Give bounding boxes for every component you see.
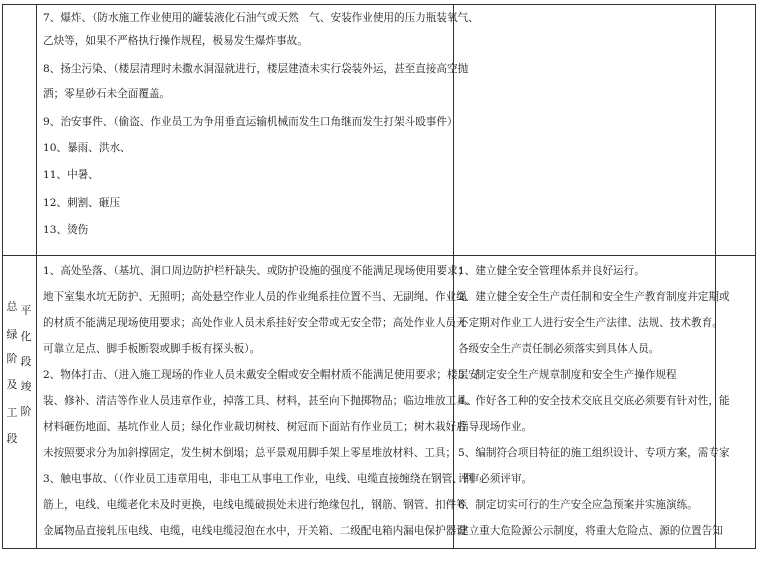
measure-line: 5、编制符合项目特征的施工组织设计、专项方案，需专家 [458, 447, 730, 459]
table-right-border [755, 4, 756, 549]
top-hazard-line: 洒；零星砂石未全面覆盖。 [43, 88, 171, 100]
stage-char: 及 [6, 378, 18, 391]
col-divider-stage [36, 4, 37, 549]
hazard-line: 金属物品直接轧压电线、电缆，电线电缆浸泡在水中，开关箱、二级配电箱内漏电保护器设 [43, 525, 467, 537]
stage-char: 段 [6, 432, 18, 445]
hazard-line: 筋上，电线、电缆老化未及时更换，电线电缆破损处未进行绝缘包扎，钢筋、钢管、扣件等 [43, 499, 467, 511]
stage-char: 竣 [20, 380, 32, 393]
measure-line: 1、建立健全安全管理体系并良好运行。 [458, 265, 645, 277]
stage-char: 阶 [20, 405, 32, 418]
stage-char: 化 [20, 330, 32, 343]
top-hazard-line: 11、中暑、 [43, 169, 99, 181]
hazard-line: 地下室集水坑无防护、无照明；高处悬空作业人员的作业绳系挂位置不当、无副绳、作业绳 [43, 291, 467, 303]
hazard-line: 装、修补、清洁等作业人员违章作业，掉落工具、材料，甚至向下抛掷物品；临边堆放工具、 [43, 395, 478, 407]
top-hazard-line: 13、烫伤 [43, 224, 89, 236]
hazard-line: 未按照要求分为加斜撑固定，发生树木倒塌；总平景观用脚手架上零星堆放材料、工具； [43, 447, 457, 459]
stage-char: 平 [20, 304, 32, 317]
measure-line: 不定期对作业工人进行安全生产法律、法规、技术教育。 [458, 317, 723, 329]
stage-char: 段 [20, 355, 32, 368]
top-hazard-line: 7、爆炸、（防水施工作业使用的罐装液化石油气或天然 气、安装作业使用的压力瓶装氧气、 [43, 12, 479, 24]
measure-line: 建立重大危险源公示制度，将重大危险点、源的位置告知 [458, 525, 723, 537]
hazard-line: 3、触电事故、（（作业员工违章用电，非电工从事电工作业，电线、电缆直接缠绕在钢管、钢 [43, 473, 474, 485]
measure-line: 3、制定安全生产规章制度和安全生产操作规程 [458, 369, 677, 381]
hazard-line: 1、高处坠落、（基坑、洞口周边防护栏杆缺失、或防护设施的强度不能满足现场使用要求； [43, 265, 469, 277]
hazard-line: 2、物体打击、（进入施工现场的作业人员未戴安全帽或安全帽材质不能满足使用要求；楼层安 [43, 369, 479, 381]
measure-line: 评审必须评审。 [458, 473, 533, 485]
row-divider [2, 255, 755, 256]
hazard-line: 材料砸伤地面、基坑作业人员；绿化作业裁切树枝、树冠而下面站有作业员工；树木栽好后 [43, 421, 467, 433]
hazard-line: 可靠立足点、脚手板断裂或脚手板有探头板）。 [43, 343, 261, 355]
measure-line: 各级安全生产责任制必须落实到具体人员。 [458, 343, 660, 355]
measure-line: 4、作好各工种的安全技术交底且交底必须要有针对性，能 [458, 395, 730, 407]
hazard-line: 的材质不能满足现场使用要求；高处作业人员未系挂好安全带或无安全带；高处作业人员无 [43, 317, 467, 329]
table-left-border [2, 4, 3, 549]
stage-char: 绿 [6, 328, 18, 341]
stage-char: 工 [6, 406, 18, 419]
table-bottom-border [2, 548, 755, 549]
stage-char: 阶 [6, 352, 18, 365]
measure-line: 指导现场作业。 [458, 421, 533, 433]
top-hazard-line: 8、扬尘污染、（楼层清理时未撒水洞湿就进行，楼层建渣未实行袋装外运，甚至直接高空抛 [43, 63, 469, 75]
measure-line: 2、建立健全安全生产责任制和安全生产教育制度并定期或 [458, 291, 730, 303]
top-hazard-line: 12、刺割、砸压 [43, 197, 121, 209]
top-hazard-line: 10、暴雨、洪水、 [43, 142, 131, 154]
stage-char: 总 [6, 300, 18, 313]
measure-line: 6、制定切实可行的生产安全应急预案并实施演练。 [458, 499, 698, 511]
col-divider-measures [715, 4, 716, 549]
top-hazard-line: 9、治安事件、（偷盗、作业员工为争用垂直运输机械而发生口角继而发生打架斗殴事件） [43, 116, 458, 128]
table-top-border [2, 4, 755, 5]
top-hazard-line: 乙炔等，如果不严格执行操作规程，极易发生爆炸事故。 [43, 35, 308, 47]
